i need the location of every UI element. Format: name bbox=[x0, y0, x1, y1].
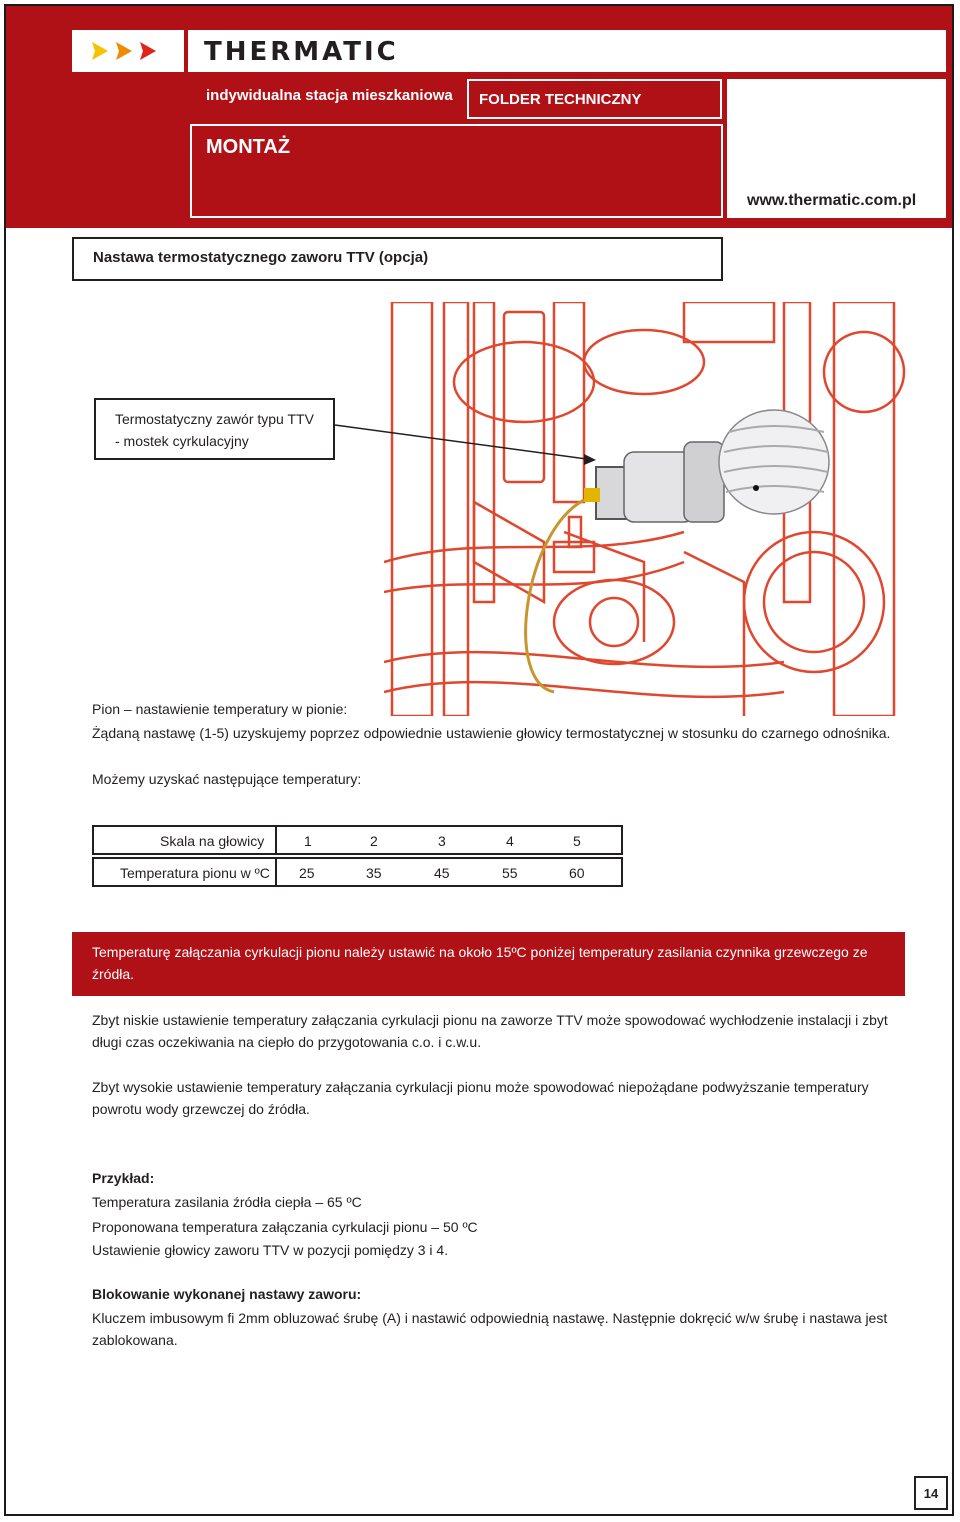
callout-line-1: Termostatyczny zawór typu TTV bbox=[115, 411, 314, 427]
folder-label-box bbox=[467, 79, 722, 119]
temperature-value: 60 bbox=[569, 865, 585, 881]
table-row-scale bbox=[92, 825, 623, 855]
page-number: 14 bbox=[923, 1486, 939, 1501]
callout-text bbox=[115, 408, 314, 452]
intro-line-3: Możemy uzyskać następujące temperatury: bbox=[92, 771, 362, 787]
example-heading: Przykład: bbox=[92, 1170, 155, 1186]
temperature-value: 45 bbox=[434, 865, 450, 881]
example-line-3: Ustawienie głowicy zaworu TTV w pozycji pomiędzy 3 i 4. bbox=[92, 1242, 449, 1258]
scale-value: 3 bbox=[438, 833, 446, 849]
valve-illustration bbox=[384, 302, 920, 716]
callout-line-2: - mostek cyrkulacyjny bbox=[115, 433, 249, 449]
locking-heading: Blokowanie wykonanej nastawy zaworu: bbox=[92, 1286, 362, 1302]
temperature-value: 35 bbox=[366, 865, 382, 881]
example-line-1: Temperatura zasilania źródła ciepła – 65 ºC bbox=[92, 1194, 362, 1210]
warning-high: Zbyt wysokie ustawienie temperatury załączania cyrkulacji pionu może spowodować niepożądane podwyższanie temperatury powrotu wody grzewczej do źródła. bbox=[92, 1079, 869, 1117]
intro-line-2: Żądaną nastawę (1-5) uzyskujemy poprzez odpowiednie ustawienie głowicy termostatycznej w stosunku do czarnego odnośnika. bbox=[92, 725, 891, 741]
title-box bbox=[72, 237, 723, 281]
temperature-label: Temperatura pionu w ºC bbox=[120, 865, 270, 881]
brand-bar bbox=[188, 30, 946, 72]
temperature-value: 25 bbox=[299, 865, 315, 881]
table-divider bbox=[275, 859, 277, 885]
section-box bbox=[190, 124, 723, 218]
table-divider bbox=[275, 827, 277, 853]
highlight-note-text: Temperaturę załączania cyrkulacji pionu należy ustawić na około 15ºC poniżej temperatury zasilania czynnika grzewczego ze źródła. bbox=[92, 944, 868, 982]
scale-value: 5 bbox=[573, 833, 581, 849]
highlight-note bbox=[72, 932, 905, 996]
locking-text: Kluczem imbusowym fi 2mm obluzować śrubę (A) i nastawić odpowiednią nastawę. Następnie dokręcić w/w śrubę i nastawa jest zablokowana. bbox=[92, 1310, 888, 1348]
logo-arrows-icon bbox=[72, 30, 184, 72]
page-number-box bbox=[914, 1476, 948, 1510]
section-label: MONTAŻ bbox=[206, 136, 291, 158]
page-title: Nastawa termostatycznego zaworu TTV (opcja) bbox=[93, 249, 429, 266]
temperature-value: 55 bbox=[502, 865, 518, 881]
intro-line-1: Pion – nastawienie temperatury w pionie: bbox=[92, 701, 348, 717]
url-panel bbox=[727, 79, 946, 218]
scale-value: 2 bbox=[370, 833, 378, 849]
scale-value: 1 bbox=[304, 833, 312, 849]
scale-label: Skala na głowicy bbox=[160, 833, 265, 849]
logo bbox=[72, 30, 184, 72]
brand-name: THERMATIC bbox=[204, 37, 399, 67]
website-url[interactable]: www.thermatic.com.pl bbox=[747, 192, 917, 209]
scale-value: 4 bbox=[506, 833, 514, 849]
callout-box bbox=[94, 398, 335, 460]
warning-low: Zbyt niskie ustawienie temperatury załączania cyrkulacji pionu na zaworze TTV może spowodować wychłodzenie instalacji i zbyt długi czas oczekiwania na ciepło do przygotowania c.o. i c.w.u. bbox=[92, 1012, 888, 1050]
header-subtitle: indywidualna stacja mieszkaniowa bbox=[206, 87, 453, 104]
example-line-2: Proponowana temperatura załączania cyrkulacji pionu – 50 ºC bbox=[92, 1219, 478, 1235]
folder-label: FOLDER TECHNICZNY bbox=[479, 91, 642, 108]
table-row-temperature bbox=[92, 857, 623, 887]
